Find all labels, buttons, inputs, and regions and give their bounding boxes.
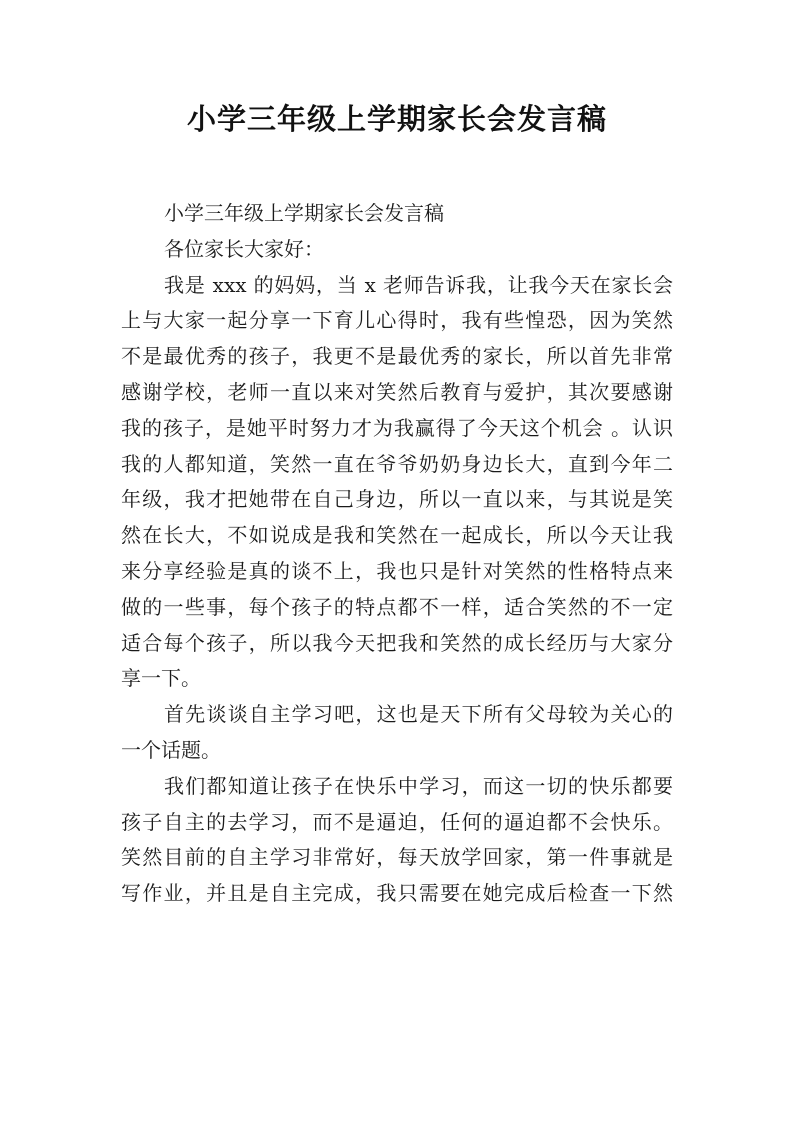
- body-line: 各位家长大家好：: [164, 236, 324, 261]
- body-line: 孩子自主的去学习，而不是逼迫，任何的逼迫都不会快乐。: [121, 809, 673, 834]
- body-line: 来分享经验是真的谈不上，我也只是针对笑然的性格特点来: [121, 558, 673, 583]
- body-line: 感谢学校，老师一直以来对笑然后教育与爱护，其次要感谢: [121, 379, 673, 404]
- body-line: 一个话题。: [121, 737, 221, 762]
- body-line: 写作业，并且是自主完成，我只需要在她完成后检查一下然: [121, 881, 673, 906]
- body-line: 享一下。: [121, 666, 201, 691]
- body-line: 笑然目前的自主学习非常好，每天放学回家，第一件事就是: [121, 845, 673, 870]
- body-line: 然在长大，不如说成是我和笑然在一起成长，所以今天让我: [121, 523, 673, 548]
- body-line: 小学三年级上学期家长会发言稿: [164, 201, 444, 225]
- body-line: 上与大家一起分享一下育儿心得时，我有些惶恐，因为笑然: [121, 308, 673, 333]
- document-title: 小学三年级上学期家长会发言稿: [186, 102, 607, 136]
- body-line: 年级，我才把她带在自己身边，所以一直以来，与其说是笑: [121, 487, 673, 512]
- body-line: 不是最优秀的孩子，我更不是最优秀的家长，所以首先非常: [121, 344, 673, 369]
- body-line: 我的孩子，是她平时努力才为我赢得了今天这个机会 。认识: [121, 415, 673, 440]
- body-line: 我的人都知道，笑然一直在爷爷奶奶身边长大，直到今年二: [121, 451, 673, 476]
- document-body: [121, 196, 673, 912]
- body-line: 我们都知道让孩子在快乐中学习，而这一切的快乐都要: [164, 773, 673, 798]
- body-line: 我是 xxx 的妈妈，当 x 老师告诉我，让我今天在家长会: [164, 272, 673, 297]
- body-line: 首先谈谈自主学习吧，这也是天下所有父母较为关心的: [164, 702, 673, 727]
- body-line: 做的一些事，每个孩子的特点都不一样，适合笑然的不一定: [121, 594, 673, 619]
- body-line: 适合每个孩子，所以我今天把我和笑然的成长经历与大家分: [121, 630, 673, 655]
